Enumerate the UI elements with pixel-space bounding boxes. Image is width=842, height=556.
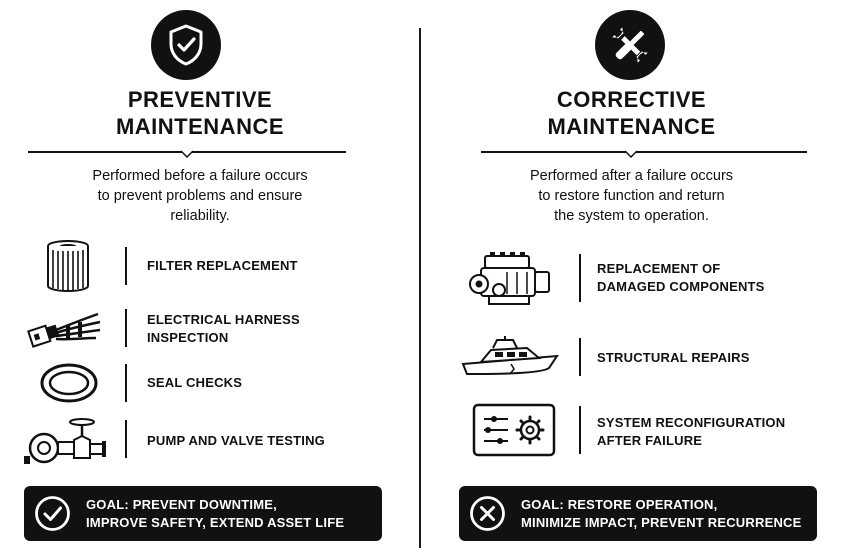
item-label: PUMP AND VALVE TESTING — [147, 433, 325, 448]
corrective-title-rule — [481, 151, 807, 153]
item-label: SEAL CHECKS — [147, 375, 243, 390]
corrective-description: Performed after a failure occurs to restore function and return the system to operation. — [529, 168, 734, 224]
corrective-title: CORRECTIVE MAINTENANCE — [547, 87, 716, 139]
item-label: FILTER REPLACEMENT — [147, 258, 298, 273]
item-label: SYSTEM RECONFIGURATION AFTER FAILURE — [597, 415, 786, 448]
item-separator — [125, 309, 127, 347]
preventive-rule-notch — [181, 150, 193, 158]
wrench-screwdriver-icon — [595, 10, 665, 80]
preventive-column — [0, 0, 420, 556]
seal-ring-icon — [29, 358, 109, 408]
item-label: REPLACEMENT OF DAMAGED COMPONENTS — [597, 261, 765, 294]
item-separator — [579, 254, 581, 302]
item-separator — [579, 338, 581, 376]
item-separator — [125, 247, 127, 285]
item-separator — [125, 364, 127, 402]
shield-check-icon — [151, 10, 221, 80]
control-panel-gear-icon — [471, 402, 557, 458]
filter-icon — [28, 241, 108, 291]
list-item-structural-repairs — [421, 332, 842, 382]
item-separator — [579, 406, 581, 454]
list-item-replacement-damaged — [421, 250, 842, 308]
item-separator — [125, 420, 127, 458]
list-item-pump-valve-testing — [0, 414, 420, 464]
wire-harness-icon — [26, 303, 106, 353]
preventive-goal-text: GOAL: PREVENT DOWNTIME, IMPROVE SAFETY, EXTEND ASSET LIFE — [86, 497, 345, 530]
list-item-system-reconfiguration — [421, 402, 842, 458]
item-label: ELECTRICAL HARNESS INSPECTION — [147, 312, 300, 345]
check-circle-icon — [34, 495, 71, 532]
corrective-goal-banner — [459, 486, 817, 541]
list-item-filter-replacement — [0, 241, 420, 291]
boat-icon — [461, 332, 561, 382]
list-item-seal-checks — [0, 358, 420, 408]
engine-icon — [465, 250, 557, 308]
preventive-title: PREVENTIVE MAINTENANCE — [115, 87, 285, 139]
corrective-rule-notch — [625, 150, 637, 158]
preventive-description: Performed before a failure occurs to prevent problems and ensure reliability. — [92, 168, 308, 224]
pump-valve-icon — [22, 414, 108, 468]
corrective-goal-text: GOAL: RESTORE OPERATION, MINIMIZE IMPACT, PREVENT RECURRENCE — [521, 497, 802, 530]
corrective-column — [421, 0, 842, 556]
list-item-electrical-harness — [0, 303, 420, 353]
preventive-goal-banner — [24, 486, 382, 541]
x-circle-icon — [469, 495, 506, 532]
item-label: STRUCTURAL REPAIRS — [597, 350, 750, 365]
